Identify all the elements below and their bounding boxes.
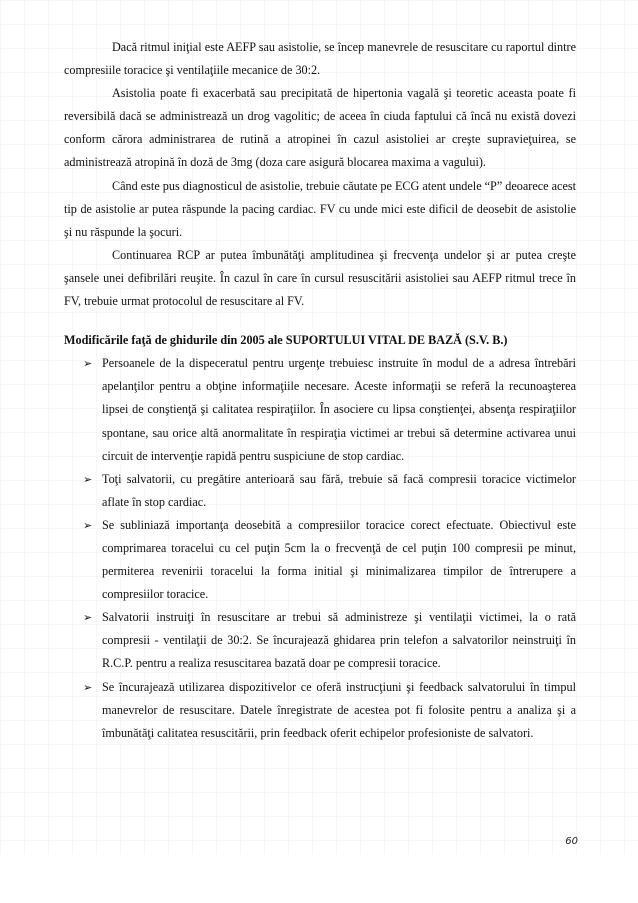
paragraph: Dacă ritmul iniţial este AEFP sau asistolie, se încep manevrele de resuscitare cu raportul dintre compresiile toracice şi ventilaţiile mecanice de 30:2. [64,40,576,78]
page-number: 60 [565,836,578,847]
page-bottom-margin [0,854,638,903]
list-item-text: Toţi salvatorii, cu pregătire anterioară sau fără, trebuie să facă compresii toracice victimelor aflate în stop cardiac. [102,471,576,509]
list-item [64,676,576,745]
page-content [64,36,576,745]
arrow-bullet-icon: ➢ [83,518,93,532]
arrow-bullet-icon: ➢ [83,611,93,625]
section-heading: Modificările faţă de ghidurile din 2005 ale SUPORTULUI VITAL DE BAZĂ (S.V. B.) [64,333,508,348]
arrow-bullet-icon: ➢ [83,472,93,486]
spacer [64,321,576,329]
list-item [64,468,576,514]
paragraph: Continuarea RCP ar putea îmbunătăţi amplitudinea şi frecvenţa undelor şi ar putea creşte şansele unei defibrilări reuşite. În cazul în care în cursul resuscitării asistoliei sau AEFP ritmul trece în FV, trebuie urmat protocolul de resuscitare al FV. [64,247,576,309]
paragraph: Asistolia poate fi exacerbată sau precipitată de hipertonia vagală şi teoretic aceasta poate fi reversibilă dacă se administrează un drog vagolitic; de aceea în ciuda faptului că încă nu există dovezi conform cărora administrarea de rutină a atropinei în cazul asistoliei ar creşte supravieţuirea, se administrează atropină în doză de 3mg (doza care asigură blocarea maxima a vagului). [64,86,576,170]
list-item [64,514,576,606]
list-item-text: Persoanele de la dispeceratul pentru urgenţe trebuiesc instruite în modul de a adresa întrebări apelanţilor pentru a obţine informaţiile necesare. Aceste informaţii se referă la recunoaşterea lipsei de conştienţă şi calitatea respiraţiilor. În asociere cu lipsa conştienţei, absenţa respiraţiilor spontane, sau orice altă anormalitate în respiraţia victimei ar trebui să determine activarea unui circuit de intervenţie rapidă pentru suspiciune de stop cardiac. [102,356,576,463]
arrow-bullet-icon: ➢ [83,680,93,694]
bullet-list [64,352,576,745]
paragraph: Când este pus diagnosticul de asistolie, trebuie căutate pe ECG atent undele “P” deoarece acest tip de asistolie ar putea răspunde la pacing cardiac. FV cu unde mici este dificil de deosebit de asistolie şi nu răspunde la şocuri. [64,178,576,239]
arrow-bullet-icon: ➢ [83,357,93,371]
spacer [64,313,576,321]
list-item-text: Se subliniază importanţa deosebită a compresiilor toracice corect efectuate. Obiectivul este comprimarea toracelui cu cel puţin 5cm la o frecvenţă de cel puţin 100 compresii pe minut, permiterea revenirii toracelui la forma initial şi minimalizarea timpilor de întrerupere a compresiilor toracice. [102,517,576,602]
list-item-text: Se încurajează utilizarea dispozitivelor ce oferă instrucţiuni şi feedback salvatorului în timpul manevrelor de resuscitare. Datele înregistrate de acestea pot fi folosite pentru a analiza şi a îmbunătăţi calitatea resuscitării, prin feedback oferit echipelor profesioniste de salvatori. [102,679,576,740]
list-item [64,606,576,675]
list-item [64,352,576,467]
list-item-text: Salvatorii instruiţi în resuscitare ar trebui să administreze şi ventilaţii victimei, la o rată compresii - ventilaţii de 30:2. Se încurajează ghidarea prin telefon a salvatorilor neinstruiţi în R.C.P. pentru a realiza resuscitarea bazată doar pe compresii toracice. [102,610,576,671]
